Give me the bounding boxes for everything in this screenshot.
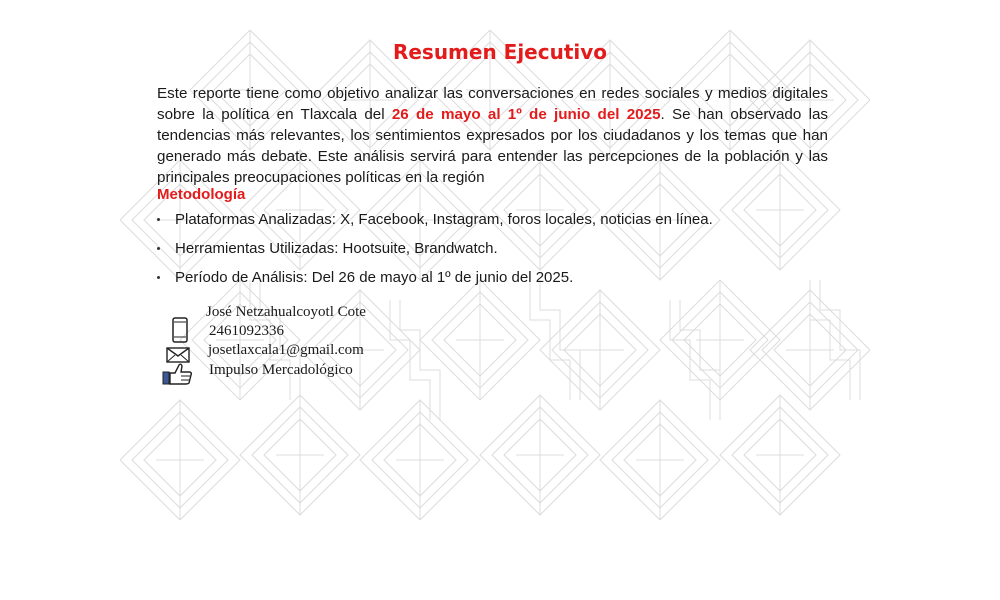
- intro-date-range: 26 de mayo al 1º de junio del 2025: [391, 106, 661, 123]
- page-title: Resumen Ejecutivo: [392, 40, 608, 64]
- intro-paragraph: [157, 83, 828, 188]
- bullet-icon: [157, 218, 160, 221]
- list-item: Herramientas Utilizadas: Hootsuite, Brandwatch.: [157, 237, 837, 266]
- intro-text-end: . Se han observado las tendencias más relevantes, los sentimientos expresados por los ciudadanos y los temas que han generado más debate. Este análisis servirá para entender las percepciones de la población y las principales preocupaciones políticas en la región: [157, 106, 828, 186]
- envelope-icon: [166, 347, 190, 363]
- list-item: Plataformas Analizadas: X, Facebook, Instagram, foros locales, noticias en línea.: [157, 208, 837, 237]
- list-item: Período de Análisis: Del 26 de mayo al 1º de junio del 2025.: [157, 266, 837, 295]
- thumbs-up-icon: [162, 362, 194, 386]
- bullet-icon: [157, 276, 160, 279]
- contact-name: José Netzahualcoyotl Cote: [206, 304, 366, 320]
- bullet-icon: [157, 247, 160, 250]
- methodology-heading: Metodología: [157, 186, 246, 203]
- contact-phone: 2461092336: [209, 323, 284, 339]
- intro-text-start: Este reporte tiene como objetivo analizar las conversaciones en redes sociales y medios digitales sobre la política en Tlaxcala del: [157, 85, 828, 123]
- contact-email: josetlaxcala1@gmail.com: [208, 342, 364, 358]
- methodology-list: [157, 208, 837, 295]
- phone-icon: [172, 317, 188, 343]
- contact-company: Impulso Mercadológico: [209, 362, 353, 378]
